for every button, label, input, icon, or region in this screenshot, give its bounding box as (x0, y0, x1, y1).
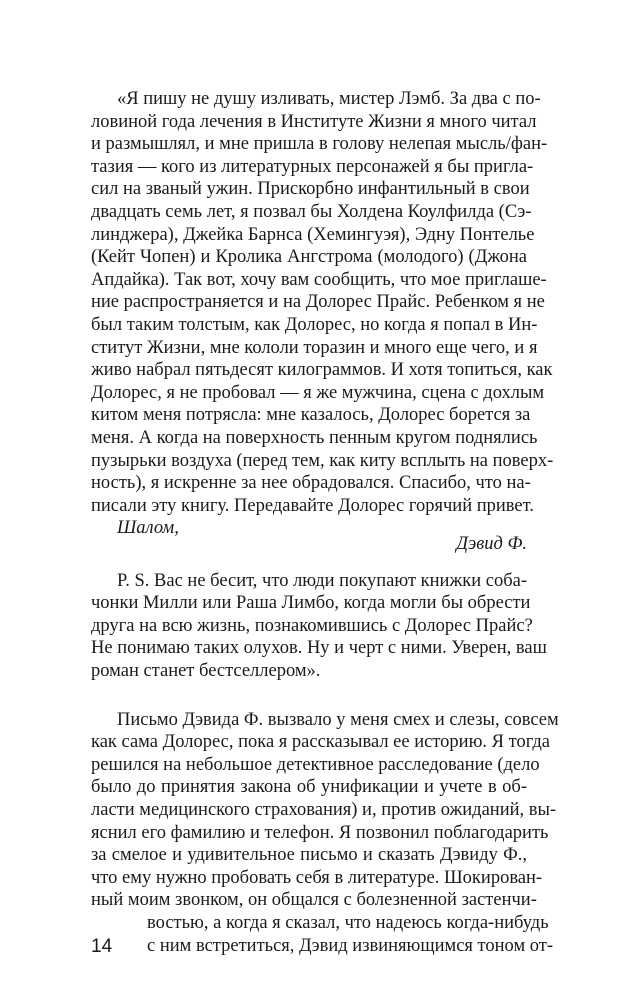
text-line: сил на званый ужин. Прискорбно инфантильный в свои (91, 179, 530, 200)
text-line: чонки Милли или Раша Лимбо, когда могли бы обрести (91, 593, 531, 614)
text-line: меня. А когда на поверхность пенным кругом поднялись (91, 428, 538, 448)
text-line: P. S. Вас не бесит, что люди покупают книжки соба- (117, 570, 527, 591)
text-line: за смелое и удивительное письмо и сказать Дэвиду Ф., (91, 845, 527, 866)
text-line: роман станет бестселлером». (91, 661, 321, 681)
text-line: ласти медицинского страхования) и, против ожиданий, вы- (91, 800, 557, 820)
text-line: живо набрал пятьдесят килограммов. И хотя топиться, как (91, 360, 553, 381)
text-line: востью, а когда я сказал, что надеюсь когда-нибудь (147, 913, 549, 933)
text-line: Не понимаю таких олухов. Ну и черт с ними. Уверен, ваш (91, 638, 547, 659)
text-line: линджера), Джейка Барнса (Хемингуэя), Эдну Понтелье (91, 224, 535, 245)
text-line: ный моим звонком, он общался с болезненной застенчи- (91, 890, 537, 911)
text-line: «Я пишу не душу изливать, мистер Лэмб. За два с по- (117, 89, 541, 109)
text-line: друга на всю жизнь, познакомившись с Долорес Прайс? (91, 615, 533, 636)
text-line: что ему нужно пробовать себя в литературе. Шокирован- (91, 867, 543, 888)
text-line: тазия — кого из литературных персонажей я бы пригла- (91, 156, 534, 177)
letter-signature: Дэвид Ф. (456, 534, 527, 554)
text-line: ловиной года лечения в Институте Жизни я много читал (91, 111, 537, 132)
text-line: было до принятия закона об унификации и учете в об- (91, 777, 527, 798)
text-line: китом меня потрясла: мне казалось, Долорес борется за (91, 405, 531, 426)
text-line: яснил его фамилию и телефон. Я позвонил поблагодарить (91, 822, 549, 843)
text-line: с ним встретиться, Дэвид извиняющимся тоном от- (147, 935, 554, 956)
text-line: был таким толстым, как Долорес, но когда я попал в Ин- (91, 315, 538, 335)
text-line: Долорес, я не пробовал — я же мужчина, сцена с дохлым (91, 382, 545, 403)
text-line: (Кейт Чопен) и Кролика Ангстрома (молодого) (Джона (91, 247, 527, 268)
text-line: Апдайка). Так вот, хочу вам сообщить, что мое приглаше- (91, 269, 547, 290)
text-line: как сама Долорес, пока я рассказывал ее историю. Я тогда (91, 732, 550, 753)
text-line: ность), я искренне за нее обрадовался. Спасибо, что на- (91, 473, 531, 494)
text-line: решился на небольшое детективное расследование (дело (91, 754, 540, 775)
text-line: ститут Жизни, мне кололи торазин и много еще чего, и я (91, 337, 538, 358)
text-line: двадцать семь лет, я позвал бы Холдена Коулфилда (Сэ- (91, 202, 532, 222)
text-line: пузырьки воздуха (перед тем, как киту всплыть на поверх- (91, 450, 554, 471)
page-number: 14 (91, 935, 113, 957)
text-line: ние распространяется и на Долорес Прайс. Ребенком я не (91, 292, 545, 313)
text-line: и размышлял, и мне пришла в голову нелепая мысль/фан- (91, 134, 548, 155)
text-line: писали эту книгу. Передавайте Долорес горячий привет. (91, 495, 534, 516)
text-line: Письмо Дэвида Ф. вызвало у меня смех и слезы, совсем (117, 709, 559, 730)
letter-closing: Шалом, (117, 518, 179, 539)
